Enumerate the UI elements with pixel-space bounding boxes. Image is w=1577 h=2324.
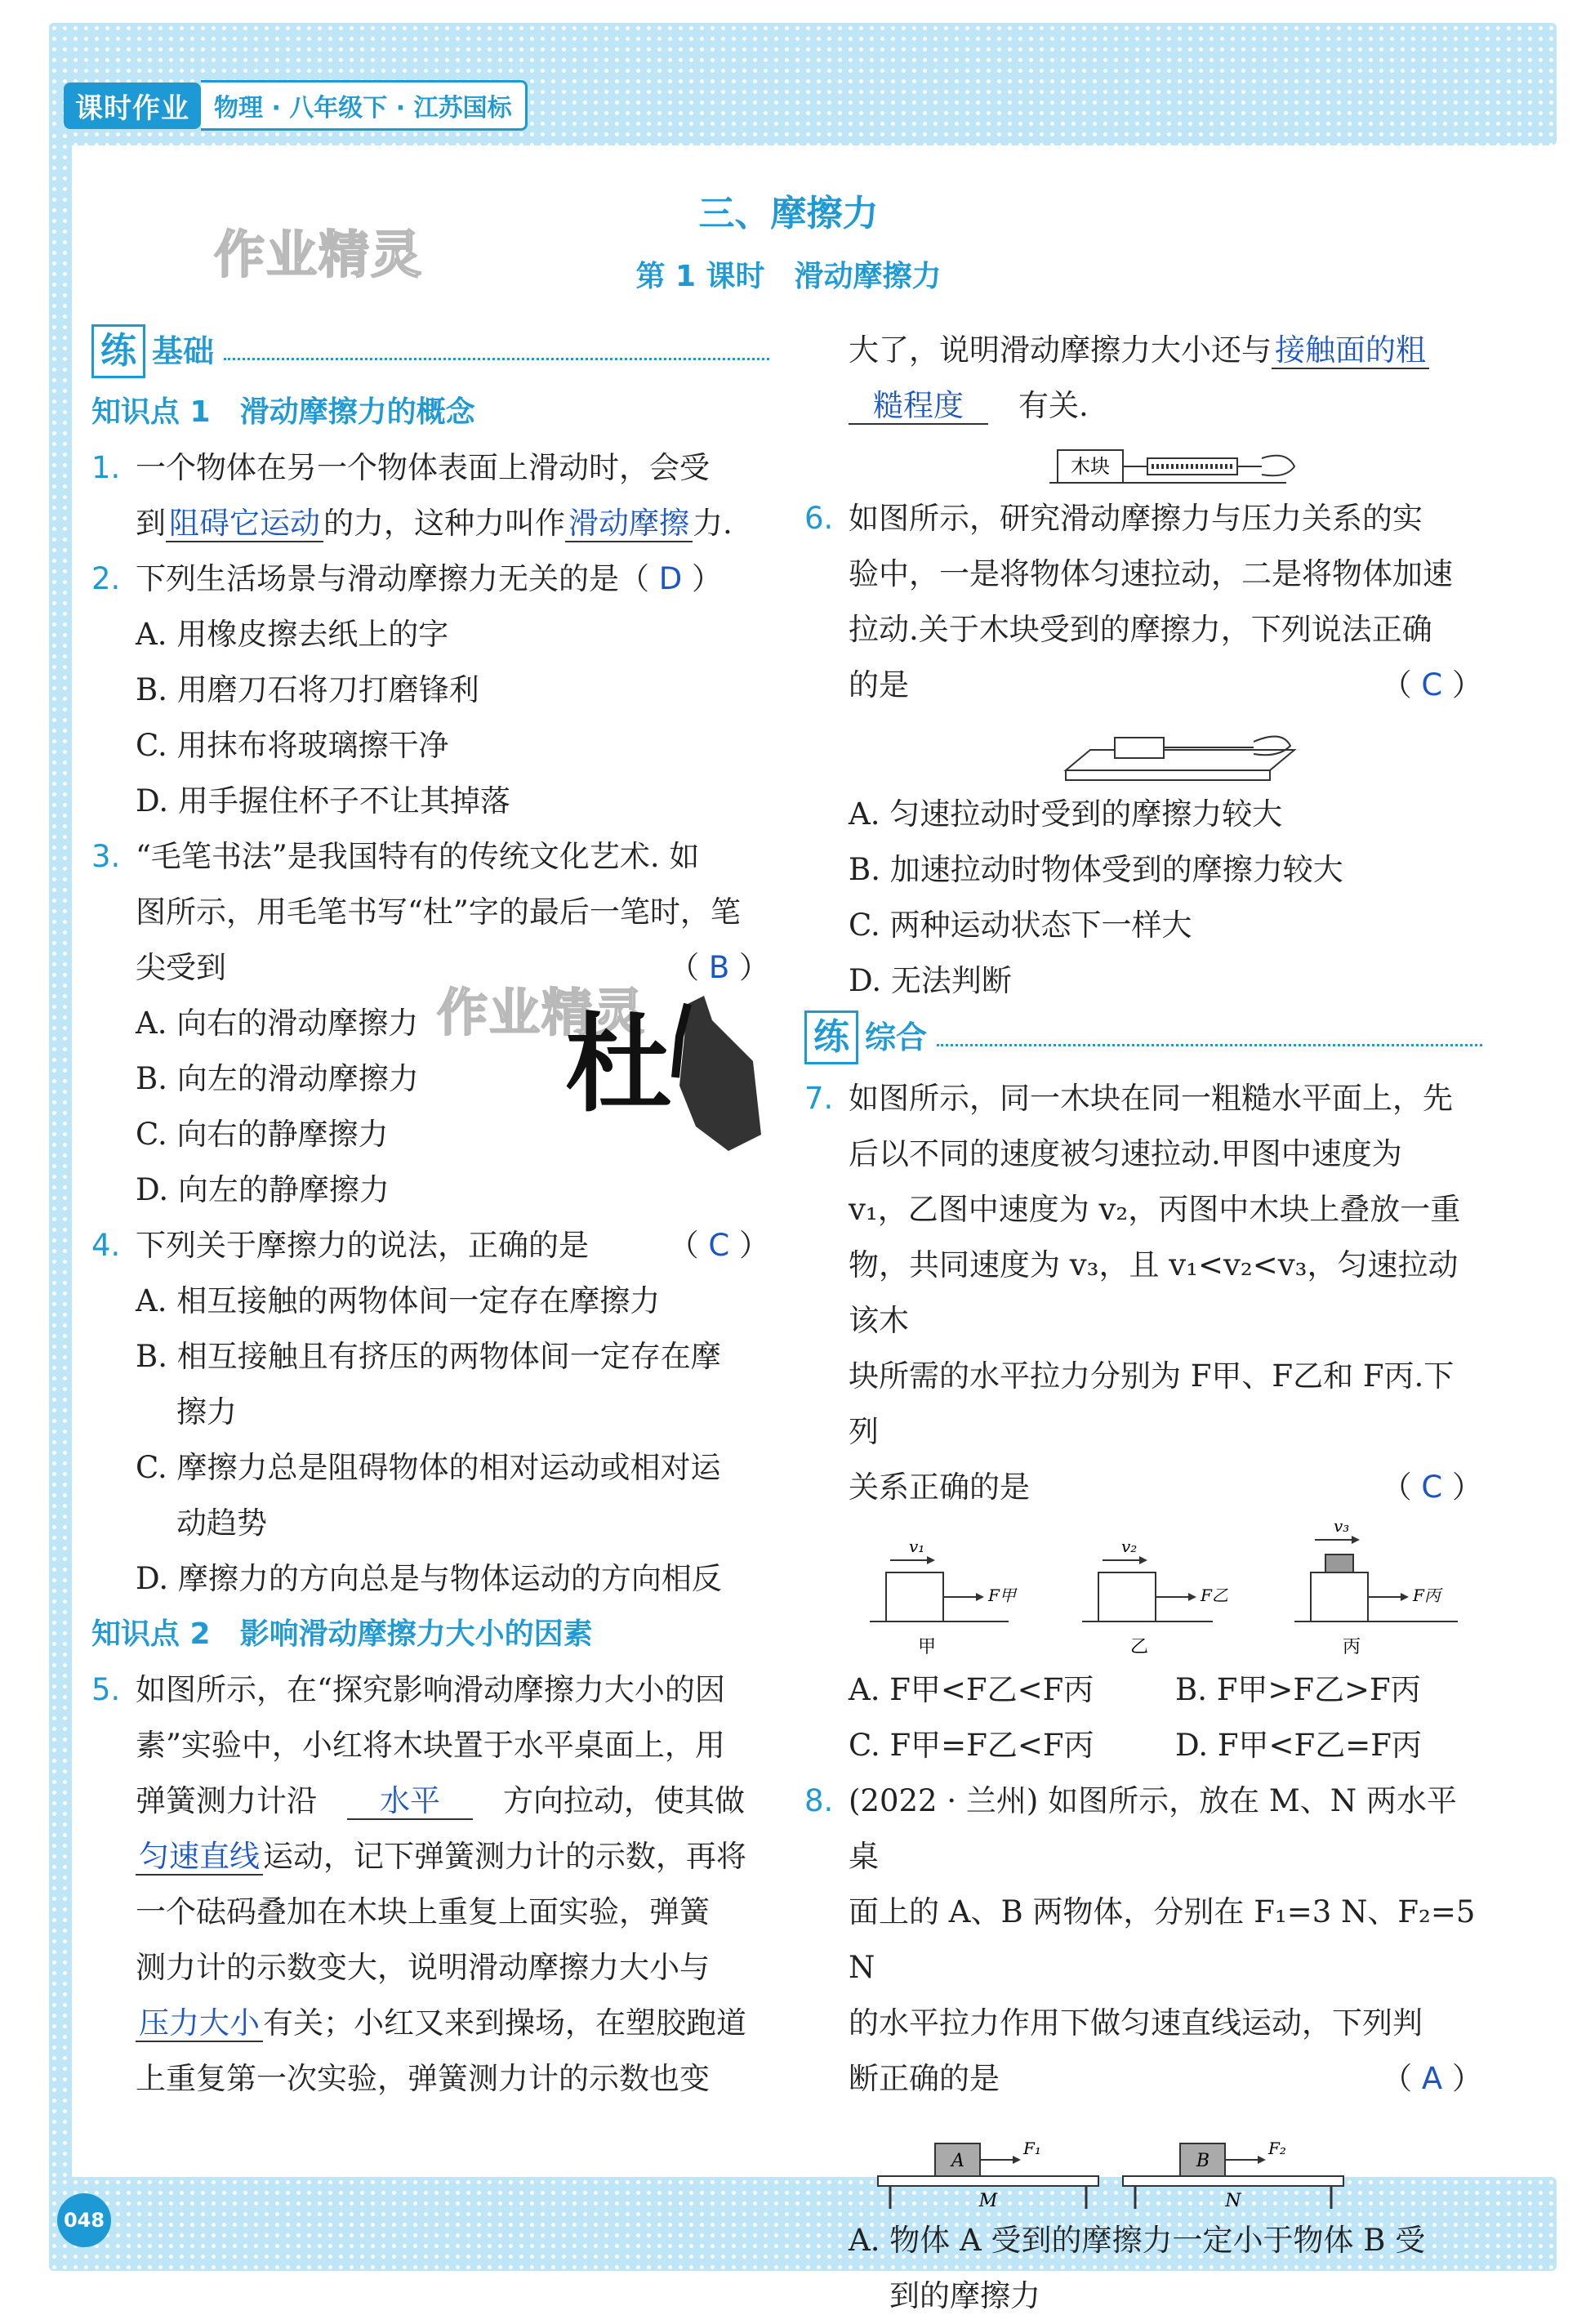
text-line: 如图所示，同一木块在同一粗糙水平面上，先 bbox=[849, 1081, 1453, 1116]
lian-icon: 练 bbox=[91, 324, 145, 378]
q7-figure bbox=[804, 1515, 1482, 1662]
text: 有关. bbox=[1018, 388, 1089, 423]
figure-label: 乙 bbox=[1129, 1637, 1149, 1657]
question-2 bbox=[91, 551, 769, 607]
text-line bbox=[849, 658, 1482, 713]
velocity-label: v₂ bbox=[1121, 1537, 1138, 1556]
text-line bbox=[136, 1773, 769, 1829]
answer-blank: 滑动摩擦 bbox=[565, 506, 693, 542]
text-line bbox=[136, 1996, 769, 2051]
q3-options bbox=[91, 996, 769, 1218]
text-line: 面上的 A、B 两物体，分别在 F₁=3 N、F₂=5 N bbox=[849, 1894, 1476, 1985]
option: C. 两种运动状态下一样大 bbox=[849, 908, 1192, 943]
q5-figure bbox=[804, 434, 1482, 491]
lesson-title: 第 1 课时 滑动摩擦力 bbox=[635, 260, 942, 293]
option: D. 向左的静摩擦力 bbox=[136, 1172, 390, 1207]
block-label: 木块 bbox=[1071, 455, 1110, 478]
answer-blank: 匀速直线 bbox=[136, 1839, 263, 1876]
velocity-label: v₁ bbox=[909, 1537, 925, 1556]
watermark: 作业精灵 bbox=[214, 225, 424, 284]
table-label: M bbox=[978, 2191, 998, 2211]
question-number: 7. bbox=[804, 1081, 834, 1116]
force-label: F₂ bbox=[1268, 2139, 1286, 2158]
answer: C bbox=[1421, 667, 1443, 703]
option-cont: 擦力 bbox=[176, 1394, 237, 1430]
option: A. 匀速拉动时受到的摩擦力较大 bbox=[849, 796, 1283, 832]
option: C. 用抹布将玻璃擦干净 bbox=[136, 728, 449, 763]
option: A. F甲<F乙<F丙 bbox=[849, 1672, 1094, 1707]
question-number: 4. bbox=[91, 1228, 121, 1263]
question-4 bbox=[91, 1218, 769, 1274]
right-column bbox=[804, 323, 1482, 2324]
text-line: 测力计的示数变大，说明滑动摩擦力大小与 bbox=[136, 1950, 710, 1985]
answer: D bbox=[658, 561, 683, 596]
question-number: 1. bbox=[91, 450, 121, 485]
answer-blank: 压力大小 bbox=[136, 2005, 263, 2042]
question-number: 8. bbox=[804, 1783, 834, 1818]
text-line bbox=[136, 1829, 769, 1885]
option: A. 用橡皮擦去纸上的字 bbox=[136, 617, 449, 652]
force-label: F乙 bbox=[1201, 1586, 1228, 1605]
option: B. 加速拉动时物体受到的摩擦力较大 bbox=[849, 852, 1343, 887]
option: A. 物体 A 受到的摩擦力一定小于物体 B 受 bbox=[849, 2223, 1426, 2258]
text: 力. bbox=[693, 506, 733, 541]
text-line: 下列生活场景与滑动摩擦力无关的是（ D ） bbox=[136, 561, 723, 596]
option-cont: 到的摩擦力 bbox=[889, 2278, 1040, 2313]
question-6 bbox=[804, 491, 1482, 713]
text-line bbox=[136, 1218, 769, 1274]
object-label: B bbox=[1196, 2151, 1210, 2171]
text-line: 物，共同速度为 v₃，且 v₁<v₂<v₃，匀速拉动该木 bbox=[849, 1247, 1459, 1338]
option: B. 向左的滑动摩擦力 bbox=[136, 1061, 419, 1096]
text-line: 如图所示，在“探究影响滑动摩擦力大小的因 bbox=[136, 1672, 725, 1707]
answer-blank: 水平 bbox=[347, 1783, 473, 1820]
answer-paren: （ B ） bbox=[669, 950, 769, 985]
text: 有关；小红又来到操场，在塑胶跑道 bbox=[263, 2005, 746, 2041]
text: 关系正确的是 bbox=[849, 1470, 1030, 1505]
calligraphy-char: 杜 bbox=[565, 1001, 672, 1126]
text-line: 一个物体在另一个物体表面上滑动时，会受 bbox=[136, 450, 710, 485]
figure-label: 丙 bbox=[1342, 1637, 1361, 1657]
answer-blank: 接触面的粗 bbox=[1272, 332, 1429, 369]
section-comprehensive bbox=[804, 1009, 1482, 1066]
knowledge-point-1: 知识点 1 滑动摩擦力的概念 bbox=[91, 395, 475, 429]
object-label: A bbox=[951, 2151, 964, 2171]
question-5 bbox=[91, 1662, 769, 2107]
question-1 bbox=[91, 440, 769, 551]
answer: B bbox=[708, 950, 730, 985]
text-line: v₁，乙图中速度为 v₂，丙图中木块上叠放一重 bbox=[849, 1192, 1461, 1227]
text: 断正确的是 bbox=[849, 2061, 1000, 2096]
force-label: F甲 bbox=[988, 1586, 1016, 1605]
option: D. 无法判断 bbox=[849, 963, 1012, 998]
option: B. 相互接触且有挤压的两物体间一定存在摩 bbox=[136, 1339, 721, 1374]
section-basic bbox=[91, 323, 769, 380]
answer-paren: （ C ） bbox=[1381, 1470, 1482, 1505]
section-label: 基础 bbox=[152, 333, 215, 369]
text: 尖受到 bbox=[136, 950, 226, 985]
question-number: 6. bbox=[804, 501, 834, 536]
option: D. F甲<F乙=F丙 bbox=[1175, 1728, 1422, 1763]
text-line bbox=[849, 1460, 1482, 1515]
watermark: 作业精灵 bbox=[437, 983, 647, 1042]
force-label: F丙 bbox=[1413, 1586, 1441, 1605]
q5-continued bbox=[804, 323, 1482, 434]
subject-label: 物理 · 八年级下 · 江苏国标 bbox=[201, 80, 528, 131]
text: 大了，说明滑动摩擦力大小还与 bbox=[849, 332, 1272, 368]
text-line: 的水平拉力作用下做匀速直线运动，下列判 bbox=[849, 2005, 1423, 2041]
option: C. 向右的静摩擦力 bbox=[136, 1117, 389, 1152]
answer-blank: 糙程度 bbox=[849, 388, 988, 425]
question-3 bbox=[91, 829, 769, 996]
option: B. F甲>F乙>F丙 bbox=[1175, 1672, 1421, 1707]
q8-figure bbox=[804, 2107, 1482, 2213]
answer: C bbox=[708, 1228, 730, 1263]
option: A. 向右的滑动摩擦力 bbox=[136, 1006, 419, 1041]
text-line: 图所示，用毛笔书写“杜”字的最后一笔时，笔 bbox=[136, 894, 741, 930]
answer-paren: （ C ） bbox=[1381, 667, 1482, 703]
text-line bbox=[849, 323, 1482, 378]
answer-paren: （ A ） bbox=[1382, 2061, 1482, 2096]
text-line: 后以不同的速度被匀速拉动.甲图中速度为 bbox=[849, 1136, 1402, 1171]
option: D. 摩擦力的方向总是与物体运动的方向相反 bbox=[136, 1561, 722, 1596]
figure-label: 甲 bbox=[917, 1637, 937, 1657]
header-badge bbox=[64, 85, 528, 126]
hand-icon bbox=[1262, 456, 1294, 476]
text: 的力，这种力叫作 bbox=[323, 506, 565, 541]
text-line bbox=[849, 2051, 1482, 2107]
text: 弹簧测力计沿 bbox=[136, 1783, 317, 1818]
text: 的是 bbox=[849, 667, 909, 703]
knowledge-point-2: 知识点 2 影响滑动摩擦力大小的因素 bbox=[91, 1617, 593, 1651]
brand-label: 课时作业 bbox=[64, 83, 201, 129]
answer: C bbox=[1421, 1470, 1443, 1505]
text-line bbox=[136, 496, 769, 551]
q7-options-row2 bbox=[804, 1718, 1482, 1773]
text-line: “毛笔书法”是我国特有的传统文化艺术. 如 bbox=[136, 839, 700, 874]
lian-icon: 练 bbox=[804, 1010, 858, 1064]
option: B. 用磨刀石将刀打磨锋利 bbox=[136, 672, 479, 707]
text-line: 上重复第一次实验，弹簧测力计的示数也变 bbox=[136, 2061, 710, 2096]
text-line: 一个砝码叠加在木块上重复上面实验，弹簧 bbox=[136, 1894, 710, 1929]
question-number: 2. bbox=[91, 561, 121, 596]
answer-blank: 阻碍它运动 bbox=[166, 506, 323, 542]
q7-options-row1 bbox=[804, 1662, 1482, 1718]
text: 运动，记下弹簧测力计的示数，再将 bbox=[263, 1839, 746, 1874]
text-line bbox=[849, 378, 1482, 434]
option: D. 用手握住杯子不让其掉落 bbox=[136, 783, 510, 819]
calligraphy-figure bbox=[565, 988, 761, 1175]
chapter-title: 三、摩擦力 bbox=[698, 193, 879, 234]
question-number: 3. bbox=[91, 839, 121, 874]
velocity-label: v₃ bbox=[1334, 1516, 1350, 1536]
dotted-arrow bbox=[937, 1042, 1482, 1046]
force-label: F₁ bbox=[1023, 2139, 1041, 2158]
page-number: 048 bbox=[57, 2193, 111, 2247]
text-line: 验中，一是将物体匀速拉动，二是将物体加速 bbox=[849, 556, 1453, 591]
text-line: 如图所示，研究滑动摩擦力与压力关系的实 bbox=[849, 501, 1423, 536]
table-label: N bbox=[1225, 2191, 1241, 2211]
text-line: 素”实验中，小红将木块置于水平桌面上，用 bbox=[136, 1728, 725, 1763]
answer: A bbox=[1421, 2061, 1443, 2096]
text-line: 块所需的水平拉力分别为 F甲、F乙和 F丙.下列 bbox=[849, 1358, 1454, 1449]
option: C. F甲=F乙<F丙 bbox=[849, 1728, 1094, 1763]
question-8 bbox=[804, 1773, 1482, 2107]
left-border bbox=[49, 131, 72, 2222]
option-cont: 动趋势 bbox=[176, 1505, 267, 1541]
stem: 下列关于摩擦力的说法，正确的是 bbox=[136, 1228, 589, 1263]
answer-paren: （ C ） bbox=[668, 1228, 769, 1263]
brush-hand-icon bbox=[565, 988, 761, 1175]
question-7 bbox=[804, 1071, 1482, 1515]
left-column bbox=[91, 323, 769, 2107]
text-line: 拉动.关于木块受到的摩擦力，下列说法正确 bbox=[849, 612, 1432, 647]
question-number: 5. bbox=[91, 1672, 121, 1707]
text-line: (2022 · 兰州) 如图所示，放在 M、N 两水平桌 bbox=[849, 1783, 1457, 1874]
option: A. 相互接触的两物体间一定存在摩擦力 bbox=[136, 1283, 661, 1318]
dotted-arrow bbox=[224, 356, 769, 360]
section-label: 综合 bbox=[865, 1019, 928, 1055]
option: C. 摩擦力总是阻碍物体的相对运动或相对运 bbox=[136, 1450, 721, 1485]
text: 到 bbox=[136, 506, 166, 541]
q6-figure bbox=[804, 713, 1482, 787]
stem: 下列生活场景与滑动摩擦力无关的是 bbox=[136, 561, 619, 596]
text: 方向拉动，使其做 bbox=[503, 1783, 745, 1818]
